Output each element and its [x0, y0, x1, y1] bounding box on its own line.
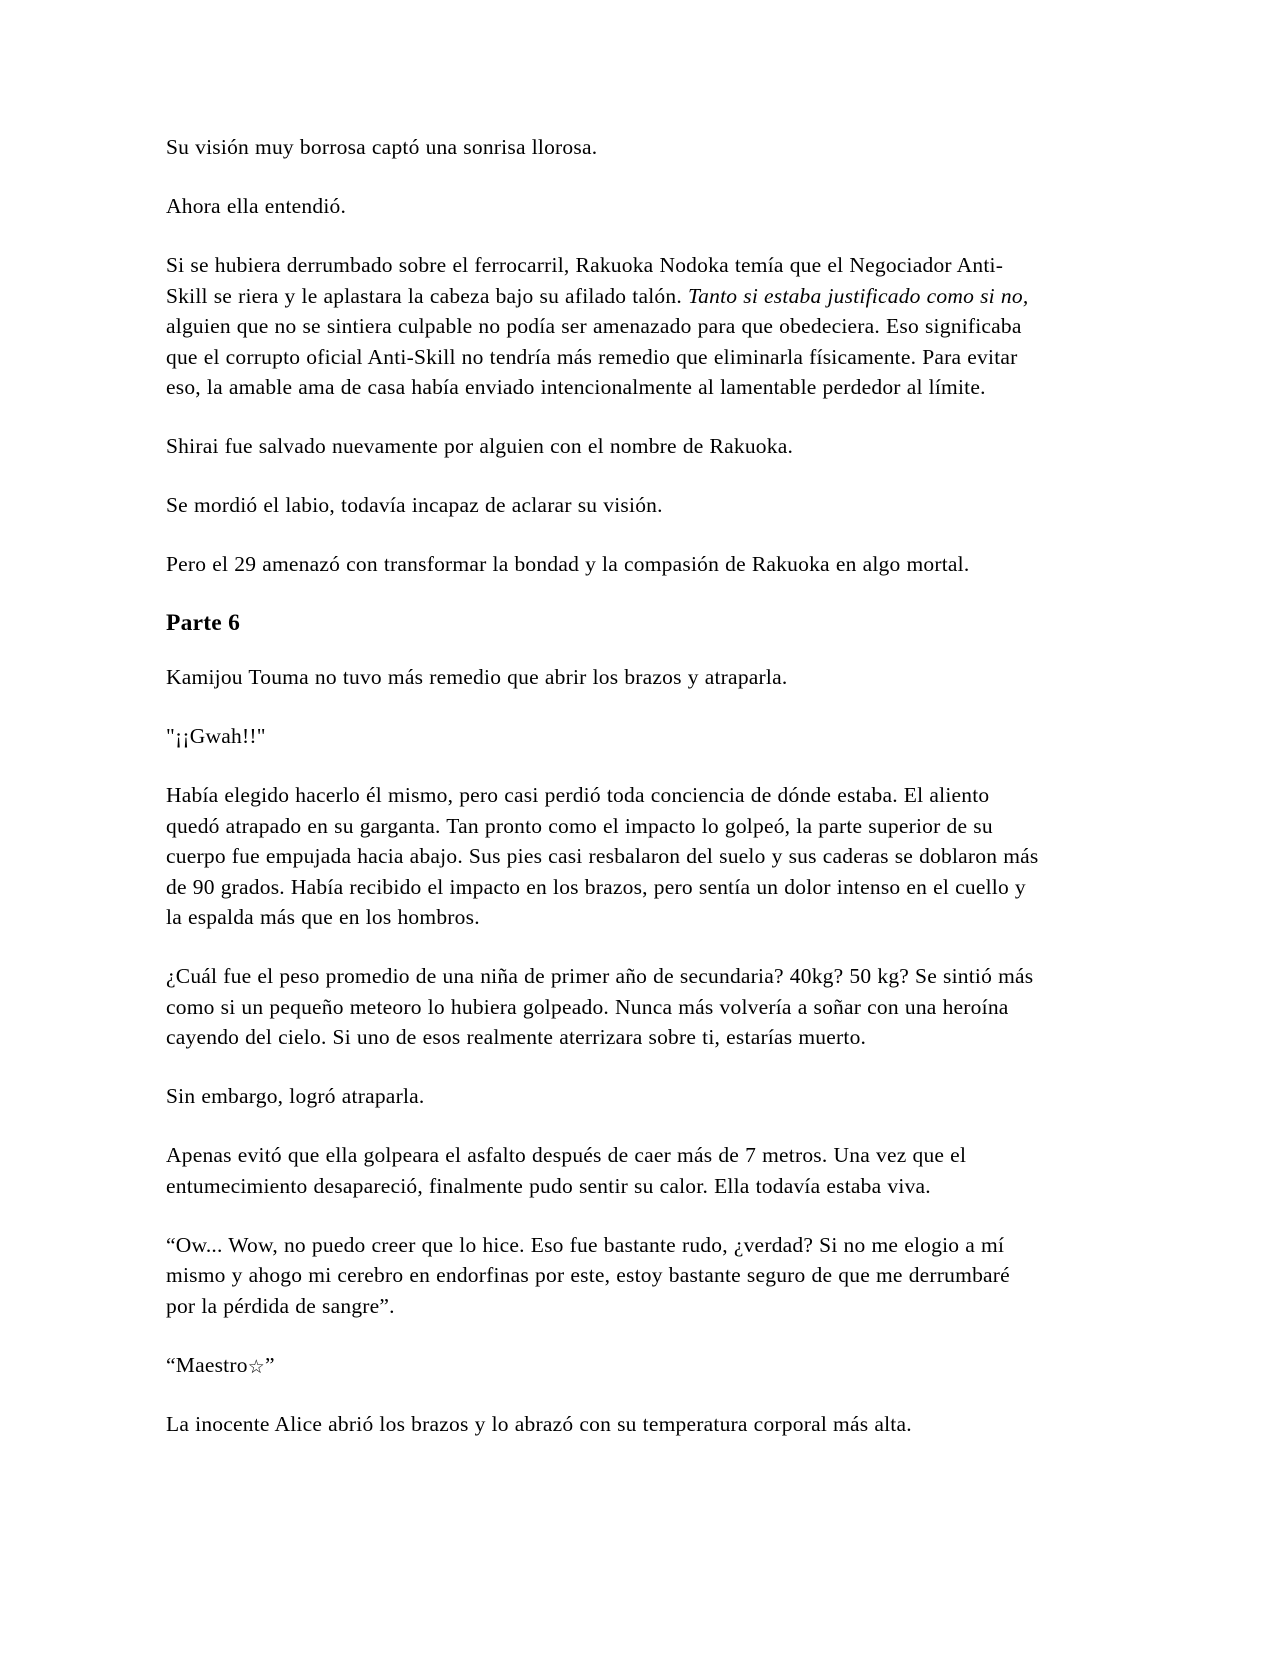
paragraph-with-italics: [166, 250, 1042, 403]
paragraph: Se mordió el labio, todavía incapaz de aclarar su visión.: [166, 493, 663, 517]
paragraph: Pero el 29 amenazó con transformar la bondad y la compasión de Rakuoka en algo mortal.: [166, 552, 970, 576]
text-run: Si se hubiera derrumbado sobre el ferrocarril, Rakuoka Nodoka temía que el Negociador Anti-Skill se riera y le aplastara la cabeza bajo su afilado talón.: [166, 253, 1004, 308]
star-icon: ☆: [247, 1355, 265, 1378]
text-run: alguien que no se sintiera culpable no podía ser amenazado para que obedeciera. Eso significaba que el corrupto oficial Anti-Skill no tendría más remedio que eliminarla físicamente. Para evitar eso, la amable ama de casa había enviado intencionalmente al lamentable perdedor al límite.: [166, 314, 1022, 399]
paragraph: Shirai fue salvado nuevamente por alguien con el nombre de Rakuoka.: [166, 434, 794, 458]
paragraph: Kamijou Touma no tuvo más remedio que abrir los brazos y atraparla.: [166, 665, 788, 689]
dialogue-line: “Ow... Wow, no puedo creer que lo hice. Eso fue bastante rudo, ¿verdad? Si no me elogio a mí mismo y ahogo mi cerebro en endorfinas por este, estoy bastante seguro de que me derrumbaré por la pérdida de sangre”.: [166, 1232, 1010, 1318]
italic-text-run: Tanto si estaba justificado como si no,: [687, 283, 1029, 308]
paragraph: ¿Cuál fue el peso promedio de una niña de primer año de secundaria? 40kg? 50 kg? Se sintió más como si un pequeño meteoro lo hubiera golpeado. Nunca más volvería a soñar con una heroína cayendo del cielo. Si uno de esos realmente aterrizara sobre ti, estarías muerto.: [166, 964, 1034, 1049]
paragraph: Había elegido hacerlo él mismo, pero casi perdió toda conciencia de dónde estaba. El aliento quedó atrapado en su garganta. Tan pronto como el impacto lo golpeó, la parte superior de su cuerpo fue empujada hacia abajo. Sus pies casi resbalaron del suelo y sus caderas se doblaron más de 90 grados. Había recibido el impacto en los brazos, pero sentía un dolor intenso en el cuello y la espalda más que en los hombros.: [166, 783, 1039, 929]
paragraph: La inocente Alice abrió los brazos y lo abrazó con su temperatura corporal más alta.: [166, 1411, 912, 1436]
dialogue-line: "¡¡Gwah!!": [166, 724, 266, 748]
paragraph: Ahora ella entendió.: [166, 194, 347, 218]
section-heading: Parte 6: [166, 610, 241, 636]
text-run: “Maestro: [166, 1352, 248, 1377]
text-run: ”: [264, 1352, 275, 1377]
paragraph: Apenas evitó que ella golpeara el asfalto después de caer más de 7 metros. Una vez que el entumecimiento desapareció, finalmente pudo sentir su calor. Ella todavía estaba viva.: [166, 1143, 967, 1198]
dialogue-line-with-star: [166, 1350, 1042, 1381]
paragraph: Su visión muy borrosa captó una sonrisa llorosa.: [166, 135, 598, 159]
paragraph: Sin embargo, logró atraparla.: [166, 1084, 425, 1108]
document-body: [166, 132, 1042, 1439]
